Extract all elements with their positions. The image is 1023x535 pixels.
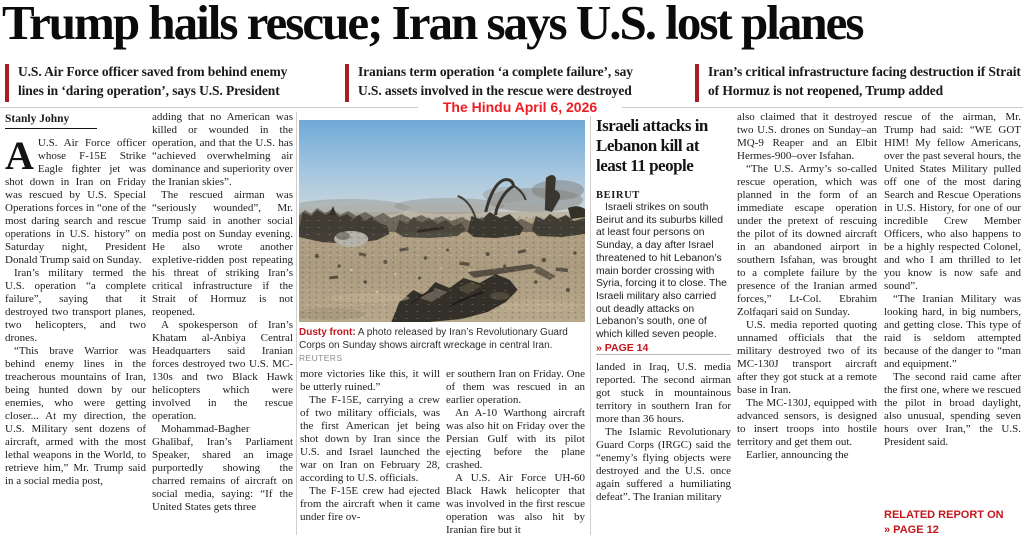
article-paragraph: The second raid came after the first one, where we rescued the pilot in broad daylight, also unusual, spending seven hours over Iran,” the U.S. President said. xyxy=(884,371,1021,448)
photo-caption xyxy=(299,327,585,366)
byline: Stanly Johny xyxy=(5,111,97,129)
article-paragraph: rescue of the airman, Mr. Trump had said: “WE GOT HIM! My fellow Americans, over the past several hours, the United States Military pulled off one of the most daring Search and Rescue Operations in U.S. History, for one of our incredible Crew Member Officers, who also happens to be a highly respected Colonel, and who I am thrilled to let you know is now safe and sound”. xyxy=(884,111,1021,292)
article-paragraph: also claimed that it destroyed two U.S. drones on Sunday–an MQ-9 Reaper and an Elbit Hermes-900–over Isfahan. xyxy=(737,111,877,162)
article-paragraph: The Islamic Revolutionary Guard Corps (IRGC) said the “enemy’s flying objects were destroyed and the U.S. once again suffered a humiliating defeat”. The Iranian military xyxy=(596,426,731,503)
standfirst-text: U.S. Air Force officer saved from behind enemy lines in ‘daring operation’, says U.S. President xyxy=(18,64,288,98)
article-paragraph: Mohammad-Bagher Ghalibaf, Iran’s Parliament Speaker, shared an image purportedly showing the charred remains of aircraft on social media, saying: “If the United States gets three xyxy=(152,423,293,513)
caption-text: A photo released by Iran’s Revolutionary Guard Corps on Sunday shows aircraft wreckage in central Iran. xyxy=(299,327,568,351)
photo-credit: REUTERS xyxy=(299,353,343,364)
sidebar-story xyxy=(596,111,731,352)
article-paragraph: The F-15E crew had ejected from the aircraft when it came under fire ov- xyxy=(300,485,440,523)
article-paragraph: adding that no American was killed or wounded in the operation, and that the U.S. has “achieved overwhelming air dominance and superiority over the Iranian skies”. xyxy=(152,111,293,188)
sidebar-headline: Israeli attacks in Lebanon kill at least 11 people xyxy=(596,116,708,175)
article-paragraph: An A-10 Warthong aircraft was also hit on Friday over the Persian Gulf with its pilot ejecting before the plane crashed. xyxy=(446,407,585,471)
article-paragraph: “This brave Warrior was behind enemy lines in the treacherous mountains of Iran, being hunted down by our enemies, who were getting closer... At my direction, the U.S. Military sent dozens of aircraft, armed with the most lethal weapons in the World, to retrieve him,” Mr. Trump said in a social media post, xyxy=(5,345,146,487)
red-bar-icon xyxy=(5,64,9,102)
page-title: Trump hails rescue; Iran says U.S. lost planes xyxy=(2,0,863,50)
sidebar-pageref: » PAGE 14 xyxy=(596,341,649,352)
article-paragraph: The MC-130J, equipped with advanced sensors, is designed to insert troops into hostile territory and get them out. xyxy=(737,397,877,448)
article-paragraph: A U.S. Air Force UH-60 Black Hawk helicopter that was involved in the first rescue operation was also hit by Iranian fire but it xyxy=(446,472,585,535)
standfirst-3 xyxy=(695,62,1022,102)
red-bar-icon xyxy=(695,64,699,102)
article-paragraph: landed in Iraq, U.S. media reported. The second airman got stuck in mountainous territory in southern Iran for more than 36 hours. xyxy=(596,361,731,425)
article-column-1 xyxy=(5,111,146,535)
sidebar-body xyxy=(596,202,731,352)
column-divider xyxy=(590,112,591,535)
article-column-4 xyxy=(446,368,585,535)
related-report-ref xyxy=(884,503,1021,535)
article-paragraph: Earlier, announcing the xyxy=(746,449,849,461)
red-bar-icon xyxy=(345,64,349,102)
article-column-5 xyxy=(596,111,731,535)
wreckage-photo xyxy=(299,120,585,322)
article-paragraph: U.S. media reported quoting unnamed officials that the military destroyed two of its MC-130J transport aircraft after they got stuck at a remote base in Iran. xyxy=(737,319,877,396)
sidebar-dateline: BEIRUT xyxy=(596,190,640,201)
article-paragraph: The F-15E, carrying a crew of two military officials, was the first American jet being shot down by Iran since the U.S. and Israel launched the war on Iran on February 28, according to U.S. officials. xyxy=(300,394,440,484)
article-paragraph: more victories like this, it will be utterly ruined.” xyxy=(300,368,440,393)
article-paragraph xyxy=(5,133,146,267)
article-column-3 xyxy=(300,368,440,535)
article-paragraph: Iran’s military termed the U.S. operation “a complete failure”, saying that it destroyed two transport planes, two helicopters, and two drones. xyxy=(5,267,146,344)
standfirst-text: Iran’s critical infrastructure facing destruction if Strait of Hormuz is not reopened, Trump added xyxy=(708,64,1021,98)
masthead-date: The Hindu April 6, 2026 xyxy=(418,99,622,116)
article-paragraph: er southern Iran on Friday. One of them was rescued in an earlier operation. xyxy=(446,368,585,406)
photo-block xyxy=(299,120,585,366)
drop-cap: A xyxy=(5,133,34,178)
related-line-1: RELATED REPORT ON xyxy=(884,509,1004,521)
article-paragraph: “The Iranian Military was looking hard, in big numbers, and getting close. This type of raid is seldom attempted because of the danger to “man and equipment.” xyxy=(884,293,1021,370)
article-paragraph: “The U.S. Army’s so-called rescue operation, which was planned in the form of an immediate escape operation under the pretext of rescuing the pilot of its downed aircraft in an abandoned airport in southern Isfahan, was brought to a complete failure by the presence of the Iranian armed forces,” Lt-Col. Ebrahim Zolfaqari said on Sunday. xyxy=(737,163,877,318)
wreckage-photo-art xyxy=(299,120,585,322)
article-column-6 xyxy=(737,111,877,535)
article-paragraph: The rescued airman was “seriously wounded”, Mr. Trump said in another social media post on Sunday evening. He also wrote another expletive-ridden post repeating his threat of striking Iran’s critical infrastructure if the Strait of Hormuz is not reopened. xyxy=(152,189,293,318)
related-line-2: » PAGE 12 xyxy=(884,524,939,535)
article-column-2 xyxy=(152,111,293,535)
sidebar-divider xyxy=(596,354,731,355)
standfirst-2 xyxy=(345,62,637,102)
article-text: U.S. Air Force officer whose F-15E Strike Eagle fighter jet was shot down in Iran on Friday was rescued by U.S. Special Operations forces in “one of the most daring search and rescue operations in U.S. history” on Saturday night, President Donald Trump said on Sunday. xyxy=(5,137,146,266)
column-divider xyxy=(296,112,297,535)
article-paragraph: A spokesperson of Iran’s Khatam al-Anbiya Central Headquarters said Iranian forces destroyed two U.S. MC-130s and two Black Hawk helicopters which were involved in the rescue operation. xyxy=(152,319,293,422)
article-column-7 xyxy=(884,111,1021,503)
caption-label: Dusty front: xyxy=(299,327,356,338)
sidebar-text: Israeli strikes on south Beirut and its suburbs killed at least four persons on Sunday, a day after Israel threatened to hit Lebanon’s main border crossing with Syria, forcing it to close. The Israeli military also carried out deadly attacks on Lebanon’s south, one of which killed seven people. xyxy=(596,202,727,341)
standfirst-text: Iranians term operation ‘a complete failure’, say U.S. assets involved in the rescue were destroyed xyxy=(358,64,633,98)
standfirst-1 xyxy=(5,62,293,102)
